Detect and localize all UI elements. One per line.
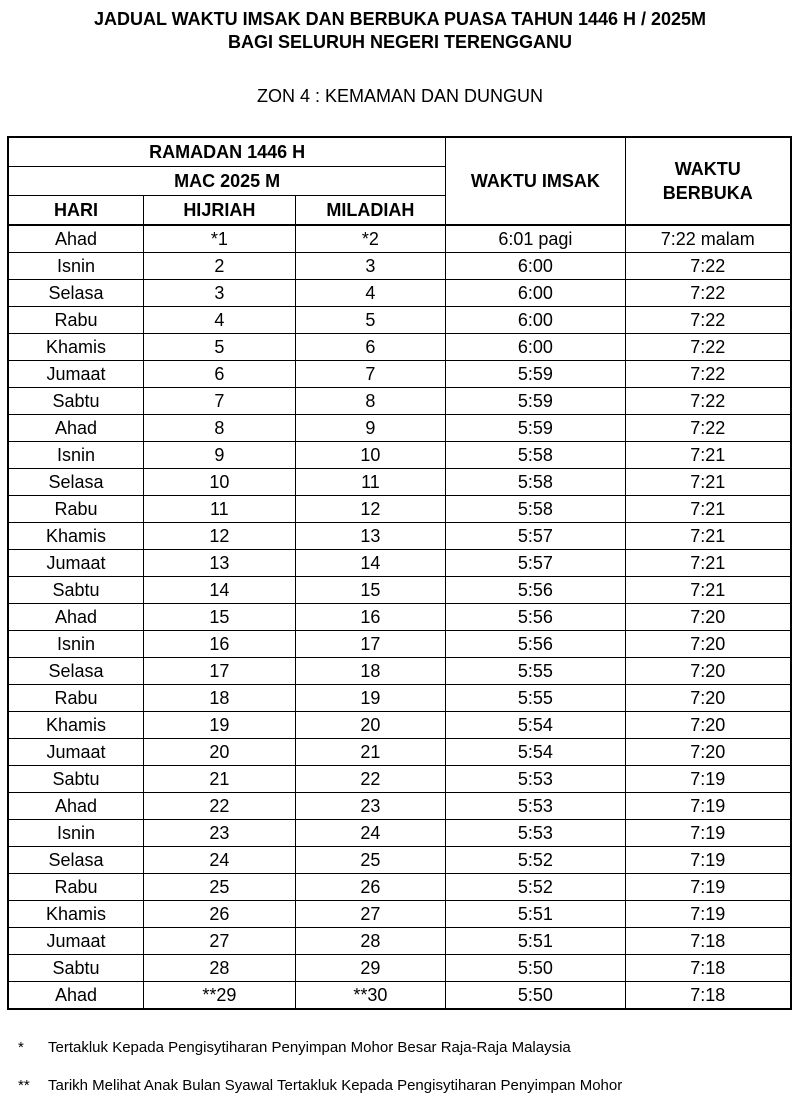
cell-miladiah: 16 [295,604,446,631]
cell-imsak: 5:59 [446,361,625,388]
table-row [8,901,791,928]
cell-miladiah: 17 [295,631,446,658]
cell-miladiah: *2 [295,225,446,253]
cell-hijriah: 17 [144,658,296,685]
cell-berbuka: 7:22 [625,361,791,388]
cell-hijriah: 9 [144,442,296,469]
cell-berbuka: 7:19 [625,874,791,901]
footnote-mark: * [18,1039,24,1056]
table-row [8,631,791,658]
table-body [8,225,791,1009]
cell-hari: Jumaat [8,739,144,766]
table-row [8,793,791,820]
table-row [8,523,791,550]
cell-miladiah: 22 [295,766,446,793]
cell-imsak: 5:58 [446,442,625,469]
cell-hari: Rabu [8,874,144,901]
cell-berbuka: 7:19 [625,766,791,793]
cell-imsak: 6:00 [446,280,625,307]
cell-hari: Jumaat [8,361,144,388]
cell-berbuka: 7:22 [625,415,791,442]
table-row [8,550,791,577]
cell-hari: Selasa [8,847,144,874]
cell-hari: Khamis [8,523,144,550]
cell-hari: Sabtu [8,388,144,415]
cell-imsak: 5:56 [446,577,625,604]
cell-miladiah: 9 [295,415,446,442]
cell-miladiah: **30 [295,982,446,1010]
table-row [8,225,791,253]
cell-miladiah: 4 [295,280,446,307]
zone-label: ZON 4 : KEMAMAN DAN DUNGUN [256,86,544,106]
document-subtitle: BAGI SELURUH NEGERI TERENGGANU [227,32,573,52]
cell-imsak: 6:00 [446,253,625,280]
cell-hijriah: 25 [144,874,296,901]
footnote-mark: ** [18,1077,30,1094]
cell-hijriah: 12 [144,523,296,550]
cell-hari: Jumaat [8,550,144,577]
cell-hari: Isnin [8,253,144,280]
cell-miladiah: 13 [295,523,446,550]
cell-imsak: 5:53 [446,793,625,820]
cell-hijriah: 11 [144,496,296,523]
cell-hijriah: 26 [144,901,296,928]
cell-miladiah: 21 [295,739,446,766]
table-row [8,658,791,685]
cell-imsak: 5:52 [446,874,625,901]
cell-miladiah: 29 [295,955,446,982]
cell-hari: Ahad [8,982,144,1010]
footnote-2 [18,1077,622,1094]
cell-imsak: 5:56 [446,631,625,658]
cell-miladiah: 28 [295,928,446,955]
cell-hari: Isnin [8,631,144,658]
cell-berbuka: 7:22 [625,280,791,307]
table-row [8,685,791,712]
cell-imsak: 5:58 [446,496,625,523]
cell-imsak: 5:57 [446,550,625,577]
cell-hijriah: 27 [144,928,296,955]
cell-hijriah: 8 [144,415,296,442]
header-imsak: WAKTU IMSAK [446,137,625,225]
cell-imsak: 5:55 [446,685,625,712]
cell-miladiah: 23 [295,793,446,820]
table-row [8,928,791,955]
cell-berbuka: 7:21 [625,442,791,469]
cell-berbuka: 7:18 [625,955,791,982]
cell-hari: Sabtu [8,577,144,604]
cell-imsak: 5:51 [446,901,625,928]
cell-miladiah: 11 [295,469,446,496]
cell-hari: Khamis [8,334,144,361]
footnote-1 [18,1039,571,1056]
cell-hari: Selasa [8,469,144,496]
cell-hari: Ahad [8,415,144,442]
cell-berbuka: 7:18 [625,982,791,1010]
cell-berbuka: 7:20 [625,739,791,766]
cell-berbuka: 7:20 [625,685,791,712]
cell-hijriah: 23 [144,820,296,847]
table-row [8,388,791,415]
cell-miladiah: 27 [295,901,446,928]
cell-hijriah: 18 [144,685,296,712]
table-row [8,280,791,307]
cell-hari: Rabu [8,496,144,523]
cell-miladiah: 7 [295,361,446,388]
cell-miladiah: 15 [295,577,446,604]
table-row [8,361,791,388]
cell-hari: Rabu [8,685,144,712]
cell-hari: Jumaat [8,928,144,955]
cell-hijriah: 13 [144,550,296,577]
cell-berbuka: 7:20 [625,712,791,739]
footnote-text: Tarikh Melihat Anak Bulan Syawal Tertakluk Kepada Pengisytiharan Penyimpan Mohor [48,1077,623,1094]
footnote-text: Tertakluk Kepada Pengisytiharan Penyimpan Mohor Besar Raja-Raja Malaysia [48,1039,571,1056]
table-row [8,739,791,766]
cell-imsak: 5:55 [446,658,625,685]
cell-hari: Sabtu [8,955,144,982]
cell-berbuka: 7:21 [625,469,791,496]
cell-berbuka: 7:21 [625,577,791,604]
cell-hari: Ahad [8,225,144,253]
cell-berbuka: 7:22 [625,307,791,334]
cell-berbuka: 7:19 [625,847,791,874]
table-row [8,874,791,901]
cell-hari: Isnin [8,442,144,469]
document-title: JADUAL WAKTU IMSAK DAN BERBUKA PUASA TAHUN 1446 H / 2025M [93,9,707,29]
cell-imsak: 6:00 [446,307,625,334]
cell-miladiah: 12 [295,496,446,523]
cell-hijriah: 10 [144,469,296,496]
cell-hijriah: 5 [144,334,296,361]
cell-miladiah: 26 [295,874,446,901]
cell-hijriah: 3 [144,280,296,307]
cell-miladiah: 6 [295,334,446,361]
table-row [8,307,791,334]
table-row [8,469,791,496]
cell-imsak: 5:50 [446,982,625,1010]
table-row [8,415,791,442]
cell-imsak: 5:59 [446,415,625,442]
cell-miladiah: 19 [295,685,446,712]
cell-hijriah: 22 [144,793,296,820]
cell-hijriah: **29 [144,982,296,1010]
table-row [8,604,791,631]
cell-berbuka: 7:22 [625,253,791,280]
table-row [8,955,791,982]
cell-hari: Khamis [8,712,144,739]
cell-imsak: 5:51 [446,928,625,955]
cell-hijriah: 15 [144,604,296,631]
cell-imsak: 5:54 [446,712,625,739]
schedule-table [7,136,792,1010]
cell-miladiah: 25 [295,847,446,874]
cell-berbuka: 7:19 [625,820,791,847]
table-row [8,442,791,469]
cell-hari: Ahad [8,604,144,631]
header-hijriah: HIJRIAH [144,196,296,226]
cell-imsak: 5:58 [446,469,625,496]
cell-imsak: 5:53 [446,820,625,847]
cell-hijriah: 14 [144,577,296,604]
table-row [8,577,791,604]
cell-hijriah: 21 [144,766,296,793]
cell-hijriah: 6 [144,361,296,388]
cell-berbuka: 7:20 [625,631,791,658]
cell-berbuka: 7:18 [625,928,791,955]
table-row [8,253,791,280]
cell-hari: Rabu [8,307,144,334]
cell-hijriah: 19 [144,712,296,739]
header-berbuka: WAKTU BERBUKA [625,137,791,225]
cell-miladiah: 10 [295,442,446,469]
cell-berbuka: 7:19 [625,901,791,928]
cell-hari: Sabtu [8,766,144,793]
cell-hari: Selasa [8,658,144,685]
cell-imsak: 6:00 [446,334,625,361]
cell-berbuka: 7:21 [625,523,791,550]
table-row [8,334,791,361]
table-header [8,137,791,225]
cell-miladiah: 14 [295,550,446,577]
header-miladiah: MILADIAH [295,196,446,226]
table-row [8,847,791,874]
cell-berbuka: 7:22 malam [625,225,791,253]
table-row [8,712,791,739]
table-row [8,496,791,523]
cell-imsak: 5:53 [446,766,625,793]
cell-hari: Isnin [8,820,144,847]
cell-hijriah: 24 [144,847,296,874]
header-hari: HARI [8,196,144,226]
cell-imsak: 5:57 [446,523,625,550]
table-row [8,766,791,793]
cell-berbuka: 7:21 [625,550,791,577]
cell-berbuka: 7:21 [625,496,791,523]
cell-miladiah: 3 [295,253,446,280]
cell-hari: Khamis [8,901,144,928]
header-mac: MAC 2025 M [8,167,446,196]
cell-berbuka: 7:20 [625,604,791,631]
cell-hijriah: 2 [144,253,296,280]
cell-hijriah: 4 [144,307,296,334]
cell-imsak: 5:52 [446,847,625,874]
cell-imsak: 5:50 [446,955,625,982]
cell-imsak: 5:56 [446,604,625,631]
cell-hari: Selasa [8,280,144,307]
cell-hijriah: 7 [144,388,296,415]
cell-miladiah: 20 [295,712,446,739]
cell-hijriah: 28 [144,955,296,982]
cell-imsak: 6:01 pagi [446,225,625,253]
cell-miladiah: 18 [295,658,446,685]
cell-hijriah: 16 [144,631,296,658]
table-row [8,820,791,847]
cell-imsak: 5:54 [446,739,625,766]
cell-miladiah: 24 [295,820,446,847]
cell-hijriah: *1 [144,225,296,253]
cell-berbuka: 7:22 [625,334,791,361]
cell-berbuka: 7:20 [625,658,791,685]
table-row [8,982,791,1010]
cell-hari: Ahad [8,793,144,820]
cell-berbuka: 7:19 [625,793,791,820]
cell-miladiah: 5 [295,307,446,334]
cell-berbuka: 7:22 [625,388,791,415]
header-ramadan: RAMADAN 1446 H [8,137,446,167]
cell-hijriah: 20 [144,739,296,766]
cell-imsak: 5:59 [446,388,625,415]
cell-miladiah: 8 [295,388,446,415]
